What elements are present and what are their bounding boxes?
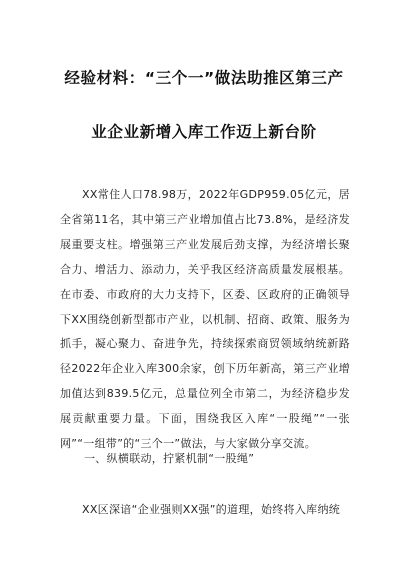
document-title-line-1: 经验材料：“三个一”做法助推区第三产 <box>64 69 344 87</box>
body-paragraph-1: XX常住人口78.98万，2022年GDP959.05亿元，居全省第11名，其中第三产业增加值占比73.8%，是经济发展重要支柱。增强第三产业发展后劲支撑，为经济增长聚合力、增活力、添动力，关乎我区经济高质量发展根基。在市委、市政府的大力支持下，区委、区政府的正确领导下XX围绕创新型都市产业，以机制、招商、政策、服务为抓手，凝心聚力、奋进争先，持续探索商贸领域纳统新路径2022年企业入库300余家，创下历年新高，第三产业增加值达到839.5亿元，总量位列全市第二，为经济稳步发展贡献重要力量。下面，围绕我区入库“一股绳”“一张网”“一组带”的“三个一”做法，与大家做分享交流。 <box>60 188 350 451</box>
document-title-line-2: 业企业新增入库工作迈上新台阶 <box>91 123 317 141</box>
section-heading-1: 一、纵横联动，拧紧机制“一股绳” <box>84 452 255 465</box>
body-paragraph-2: XX区深谙“企业强则XX强”的道理，始终将入库纳统 <box>82 503 341 516</box>
